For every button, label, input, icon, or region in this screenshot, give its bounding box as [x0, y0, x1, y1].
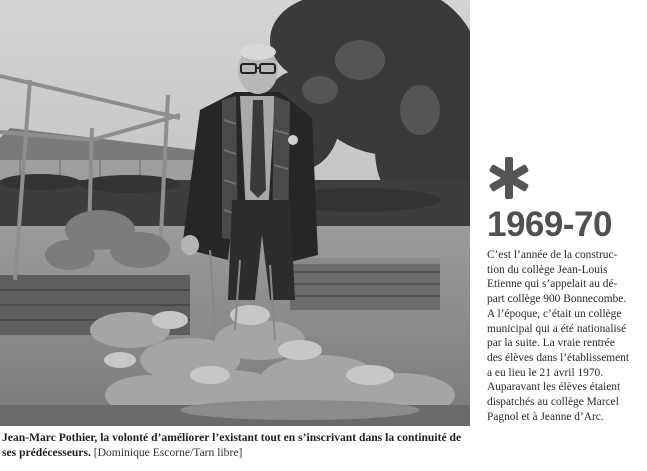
caption-lead: Jean-Marc Pothier, la volonté d’améliorer l’existant tout en s’inscrivant dans la continuité de ses prédécesseurs. — [2, 431, 462, 459]
sidebar-line: tion du collège Jean-Louis — [487, 263, 608, 276]
sidebar-line: Pagnol et à Jeanne d’Arc. — [487, 410, 604, 423]
sidebar-line: dispatchés au collège Marcel — [487, 396, 619, 409]
sidebar-paragraph — [487, 248, 637, 424]
year-heading: 1969-70 — [487, 205, 612, 244]
sidebar-line: part collège 900 Bonnecombe. — [487, 293, 627, 306]
asterisk-icon — [487, 155, 531, 201]
sidebar-line: municipal qui a été nationalisé — [487, 322, 627, 335]
photo-credit: [Dominique Escorne/Tarn libre] — [93, 446, 243, 459]
sidebar-line: A l’époque, c’était un collège — [487, 307, 622, 320]
sidebar-line: des élèves dans l’établissement — [487, 351, 630, 364]
sidebar-line: C’est l’année de la construc- — [487, 249, 618, 261]
sidebar-line: Auparavant les élèves étaient — [487, 381, 621, 394]
photo-caption — [2, 430, 472, 460]
sidebar-line: par la suite. La vraie rentrée — [487, 337, 615, 350]
sidebar-line: a eu lieu le 21 avril 1970. — [487, 366, 604, 379]
sidebar-line: Etienne qui s’appelait au dé- — [487, 278, 618, 291]
